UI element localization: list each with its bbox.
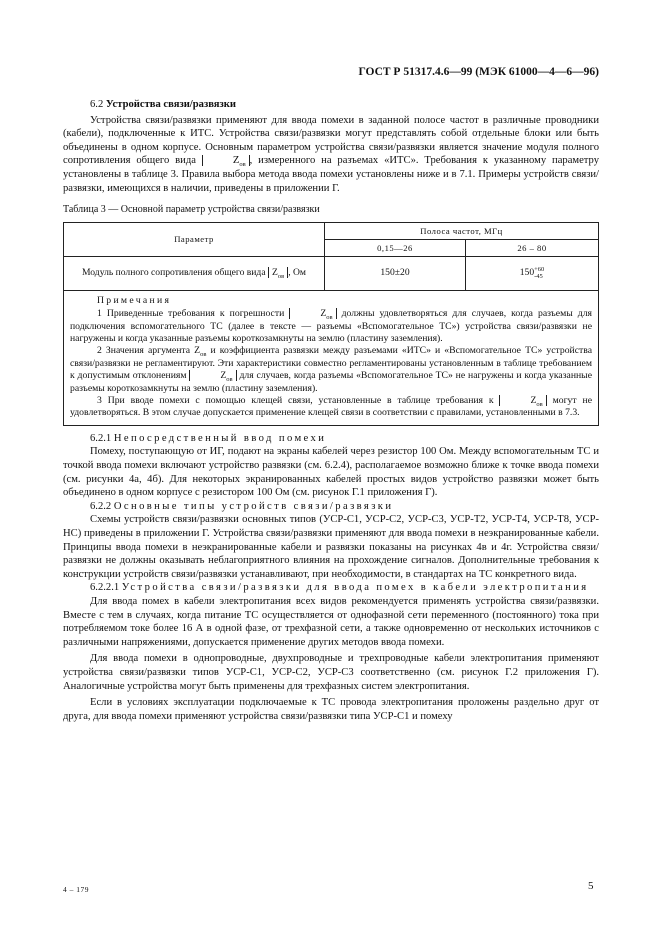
note-2: 2 Значения аргумента $Z_{ов}$ и коэффициента развязки между разъемами «ИТС» и «Вспомогательное ТС» устройства связи/развязки не регламентируют. Эти характеристики совместно регламентированы установленным в таблице требованием к допустимым отклонениям $Z_{ов}$ для случаев, когда разъемы «Вспомогательное ТС» не нагружены и когда указанные разъемы короткозамкнуты на землю (пластину заземления).: [70, 345, 593, 394]
subsection-6-2-2-1-paragraph-1: Для ввода помех в кабели электропитания всех видов рекомендуется применять устройства связи/развязки. Вместе с тем в случаях, когда питание ТС осуществляется от однофазной сети переменного (постоянного) тока при потребляемом токе более 16 А в одной фазе, от трехфазной сети, а также одновременно от нескольких источников с различными напряжениями, допускается применение других методов ввода помехи.: [63, 595, 599, 648]
table-value-band-1: 150±20: [325, 256, 466, 290]
section-number: 6.2: [90, 99, 104, 110]
section-title: Устройства связи/развязки: [105, 99, 236, 110]
notes-title: Примечания: [97, 294, 172, 306]
parameter-table: [63, 222, 599, 426]
table-header-parameter: Параметр: [64, 222, 325, 256]
table-row-label: Модуль полного сопротивления общего вида $Z_{ов}$ , Ом: [64, 256, 325, 290]
table-header-band-2: 26 – 80: [466, 239, 599, 256]
subsection-6-2-1-text: Помеху, поступающую от ИГ, подают на экраны кабелей через резистор 100 Ом. Между вспомогательным ТС и точкой ввода помехи включают устройство развязки (см. 6.2.4), располагаемое возможно ближе к точке ввода помехи (см. рисунки 4а, 4б). Для некоторых экранированных кабелей простых видов устройство развязки может быть объединено в одном корпусе с резистором 100 Ом (см. рисунок Г.1 приложения Г).: [63, 446, 599, 499]
note-3: 3 При вводе помехи с помощью клещей связи, установленные в таблице требования к $Z_{ов}$ могут не удовлетворяться. В этом случае допускается применение клещей связи в соответствии с правилами, установленными в 7.3.: [70, 395, 592, 419]
subsection-6-2-2-1-paragraph-3: Если в условиях эксплуатации подключаемые к ТС провода электропитания проложены раздельно друг от друга, для ввода помехи применяют устройства связи/развязки типа УСР-С1 и помеху: [63, 697, 599, 722]
table-caption: Таблица 3 — Основной параметр устройства связи/развязки: [63, 204, 320, 216]
subsection-6-2-2-heading: 6.2.2 Основные типы устройств связи/развязки: [90, 500, 394, 512]
subsection-6-2-2-1-heading: 6.2.2.1 Устройства связи/развязки для ввода помех в кабели электропитания: [90, 582, 589, 594]
subsection-6-2-2-text: Схемы устройств связи/развязки основных типов (УСР-С1, УСР-С2, УСР-С3, УСР-Т2, УСР-Т4, УСР-Т8, УСР-НС) приведены в приложении Г. Устройства связи/развязки применяют для ввода помехи в неэкранированные кабели. Принципы ввода помехи в неэкранированные кабели и развязки показаны на рисунках 4в и 4г. Устройства связи/развязки не должны оказывать неблагоприятного влияния на прохождение сигналов. Дополнительные требования к конструкции устройств связи/развязки устанавливают, при необходимости, в стандартах на ТС конкретного вида.: [63, 514, 599, 580]
subsection-6-2-2-1-paragraph-2: Для ввода помехи в однопроводные, двухпроводные и трехпроводные кабели электропитания применяют устройства связи/развязки типов УСР-С1, УСР-С2, УСР-С3 соответственно (см. рисунок Г.2 приложения Г). Аналогичные устройства могут быть применены для трехфазных систем электропитания.: [63, 653, 599, 692]
table-notes: [64, 290, 599, 425]
table-value-band-2: 150+60 -45: [466, 256, 599, 290]
page-number: 5: [588, 880, 594, 892]
note-1: 1 Приведенные требования к погрешности $Z_{ов}$ должны удовлетворяться для случаев, когда разъемы для подключения вспомогательного ТС (далее в тексте — разъемы «Вспомогательное ТС») устройства связи/развязки не нагружены и когда указанные разъемы короткозамкнуты на землю (пластину заземления).: [70, 308, 593, 344]
table-header-frequency-band: Полоса частот, МГц: [325, 222, 599, 239]
standard-header: ГОСТ Р 51317.4.6—99 (МЭК 61000—4—6—96): [358, 66, 599, 78]
footer-print-code: 4 – 179: [63, 885, 89, 894]
z-magnitude-symbol: $Z_{ов}$: [202, 155, 250, 166]
table-header-band-1: 0,15—26: [325, 239, 466, 256]
section-paragraph: Устройства связи/развязки применяют для ввода помехи в заданной полосе частот в различные проводники (кабели), подключенные к ИТС. Устройства связи/развязки могут представлять собой отдельные блоки или быть объединены в одном корпусе. Основным параметром устройства связи/развязки является значение модуля полного сопротивления общего вида $Z_{ов}$ , измеренного на разъемах «ИТС». Требования к указанному параметру установлены в таблице 3. Правила выбора метода ввода помехи установлены ниже и в 7.1. Примеры устройств связи/развязки, имеющихся в наличии, приведены в приложении Г.: [63, 114, 600, 194]
section-heading: [63, 98, 599, 112]
z-magnitude-symbol: $Z_{ов}$: [268, 267, 288, 278]
subsection-6-2-1-heading: 6.2.1 Непосредственный ввод помехи: [90, 432, 327, 444]
page-content: [63, 98, 599, 723]
